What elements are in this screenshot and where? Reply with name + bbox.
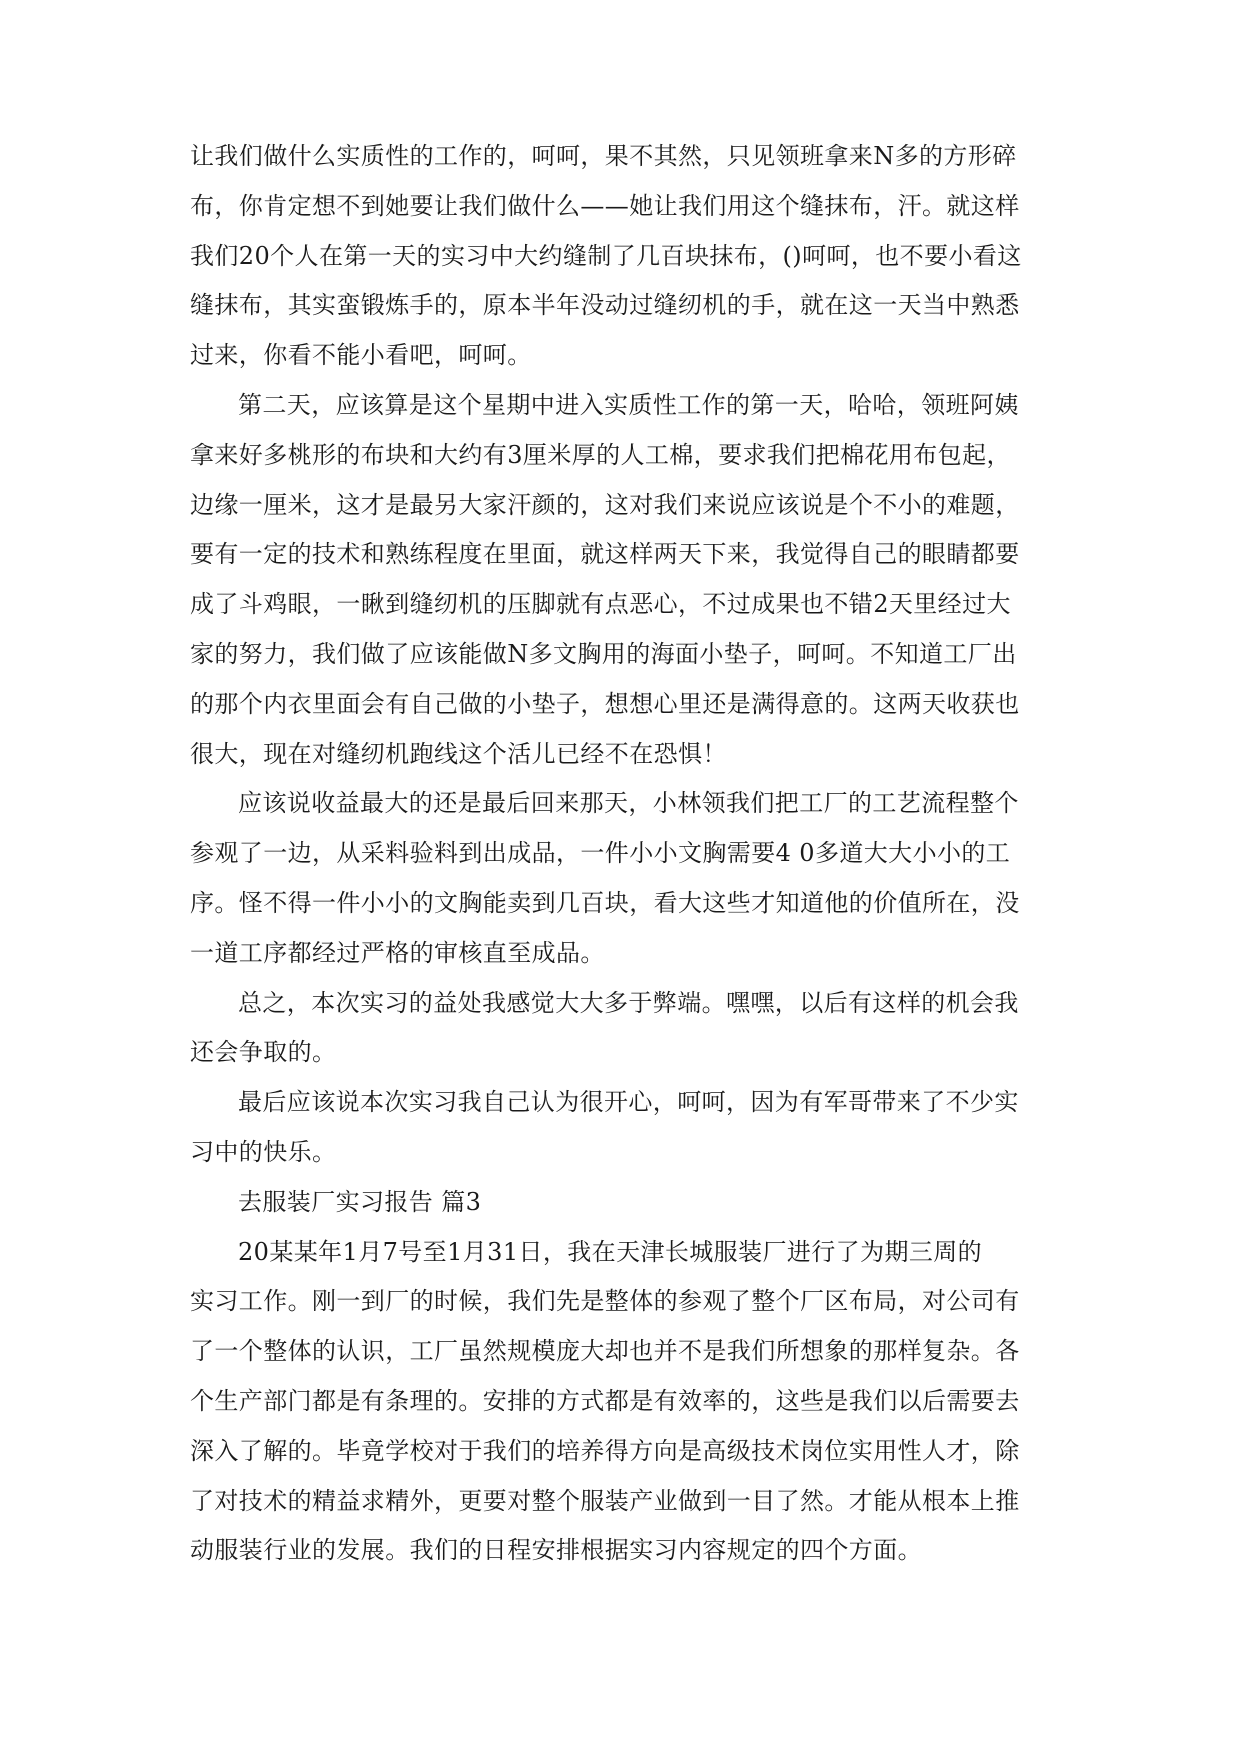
text-line: 我们20个人在第一天的实习中大约缝制了几百块抹布，()呵呵，也不要小看这 <box>190 241 1022 270</box>
paragraph-start-line: 第二天，应该算是这个星期中进入实质性工作的第一天，哈哈，领班阿姨 <box>238 390 1019 419</box>
text-line: 很大，现在对缝纫机跑线这个活儿已经不在恐惧！ <box>190 739 727 768</box>
text-line: 了对技术的精益求精外，更要对整个服装产业做到一目了然。才能从根本上推 <box>190 1486 1020 1515</box>
text-line: 缝抹布，其实蛮锻炼手的，原本半年没动过缝纫机的手，就在这一天当中熟悉 <box>190 291 1020 320</box>
document-page <box>190 132 1050 1576</box>
text-line: 布，你肯定想不到她要让我们做什么——她让我们用这个缝抹布，汗。就这样 <box>190 191 1020 220</box>
text-line: 参观了一边，从采料验料到出成品，一件小小文胸需要4 0多道大大小小的工 <box>190 839 1011 868</box>
paragraph-start-line: 20某某年1月7号至1月31日，我在天津长城服装厂进行了为期三周的 <box>238 1237 983 1266</box>
text-line: 实习工作。刚一到厂的时候，我们先是整体的参观了整个厂区布局，对公司有 <box>190 1287 1020 1316</box>
text-line: 深入了解的。毕竟学校对于我们的培养得方向是高级技术岗位实用性人才，除 <box>190 1436 1020 1465</box>
text-line: 过来，你看不能小看吧，呵呵。 <box>190 341 532 370</box>
text-line: 拿来好多桃形的布块和大约有3厘米厚的人工棉，要求我们把棉花用布包起， <box>190 440 1011 469</box>
paragraph-start-line: 应该说收益最大的还是最后回来那天，小林领我们把工厂的工艺流程整个 <box>238 789 1019 818</box>
paragraph-start-line: 最后应该说本次实习我自己认为很开心，呵呵，因为有军哥带来了不少实 <box>238 1088 1019 1117</box>
text-line: 还会争取的。 <box>190 1038 337 1067</box>
text-line: 动服装行业的发展。我们的日程安排根据实习内容规定的四个方面。 <box>190 1536 922 1565</box>
text-line: 个生产部门都是有条理的。安排的方式都是有效率的，这些是我们以后需要去 <box>190 1386 1020 1415</box>
text-line: 家的努力，我们做了应该能做N多文胸用的海面小垫子，呵呵。不知道工厂出 <box>190 639 1017 668</box>
text-line: 成了斗鸡眼，一瞅到缝纫机的压脚就有点恶心，不过成果也不错2天里经过大 <box>190 590 1011 619</box>
paragraph-start-line: 总之，本次实习的益处我感觉大大多于弊端。嘿嘿，以后有这样的机会我 <box>238 988 1019 1017</box>
text-line: 的那个内衣里面会有自己做的小垫子，想想心里还是满得意的。这两天收获也 <box>190 689 1020 718</box>
text-line: 了一个整体的认识，工厂虽然规模庞大却也并不是我们所想象的那样复杂。各 <box>190 1337 1020 1366</box>
text-line: 边缘一厘米，这才是最另大家汗颜的，这对我们来说应该说是个不小的难题， <box>190 490 1020 519</box>
text-line: 要有一定的技术和熟练程度在里面，就这样两天下来，我觉得自己的眼睛都要 <box>190 540 1020 569</box>
text-line: 习中的快乐。 <box>190 1137 337 1166</box>
text-line: 一道工序都经过严格的审核直至成品。 <box>190 938 605 967</box>
text-line: 让我们做什么实质性的工作的，呵呵，果不其然，只见领班拿来N多的方形碎 <box>190 142 1017 170</box>
text-line: 序。怪不得一件小小的文胸能卖到几百块，看大这些才知道他的价值所在，没 <box>190 888 1020 917</box>
section-heading: 去服装厂实习报告 篇3 <box>238 1187 482 1216</box>
